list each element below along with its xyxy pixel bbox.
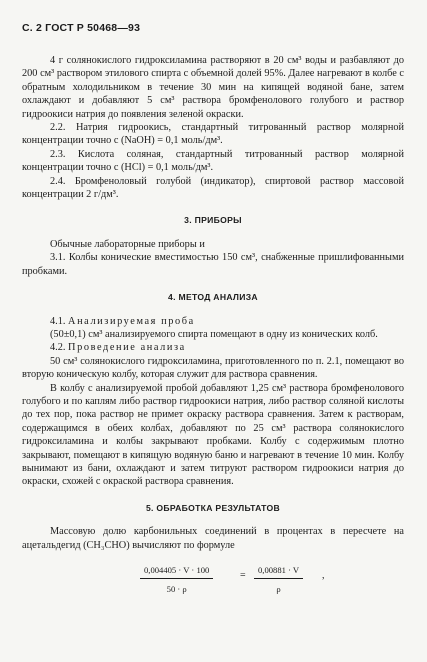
formula-denominator-2: ρ: [276, 584, 281, 595]
formula-comma: ,: [322, 570, 325, 581]
section-5-heading: 5. ОБРАБОТКА РЕЗУЛЬТАТОВ: [145, 502, 281, 513]
paragraph-5-body: Массовую долю карбонильных соединений в процентах в пересчете на ацетальдегид (CH₃CHO) вычисляют по формуле: [22, 526, 404, 551]
formula-numerator-2: 0,00881 · V: [254, 564, 303, 579]
paragraph-4-1-title-text: Анализируемая проба: [68, 315, 195, 327]
formula: [22, 564, 404, 608]
paragraph-4-2-title: [22, 341, 404, 354]
paragraph-4-2-body-1: 50 см³ солянокислого гидроксиламина, приготовленного по п. 2.1, помещают во вторую коническую колбу, которая служит для раствора сравнения.: [22, 355, 404, 381]
paragraph-2-4: 2.4. Бромфеноловый голубой (индикатор), спиртовой раствор массовой концентрации 2 г/дм³.: [22, 175, 404, 201]
section-4-heading: 4. МЕТОД АНАЛИЗА: [168, 292, 258, 303]
formula-fraction-1: [140, 564, 213, 597]
page-header: С. 2 ГОСТ Р 50468—93: [22, 22, 141, 34]
paragraph-2-2: 2.2. Натрия гидроокись, стандартный титрованный раствор молярной концентрации точно с (NaOH) = 0,1 моль/дм³.: [22, 122, 404, 147]
formula-equals: =: [240, 570, 246, 581]
formula-fraction-2: [254, 564, 303, 597]
paragraph-4-1-body: (50±0,1) см³ анализируемого спирта помещают в одну из конических колб.: [50, 328, 378, 340]
section-3-heading: 3. ПРИБОРЫ: [184, 215, 242, 226]
paragraph-2-1-body: 4 г солянокислого гидроксиламина растворяют в 20 см³ воды и разбавляют до 200 см³ раствором этилового спирта с объемной долей 95%. Далее нагревают в колбе с обратным холодильником в течение 30 мин на кипящей водяной бане, затем охлаждают и добавляют 5 см³ раствора бромфенолового голубого и раствор гидроокиси натрия до появления зеленой окраски.: [22, 55, 404, 120]
formula-numerator-1: 0,004405 · V · 100: [140, 564, 213, 579]
paragraph-4-2-body-2: В колбу с анализируемой пробой добавляют 1,25 см³ раствора бромфенолового голубого и по каплям либо раствор гидроокиси натрия, либо раствор соляной кислоты до тех пор, пока раствор не примет окраску раствора сравнения. Затем к растворам, содержащимся в обеих колбах, добавляют по 25 см³ раствора солянокислого гидроксиламина и колбы закрывают пробками. Колбу с содержимым плотно закрывают, помещают в кипящую водяную баню и нагревают в течение 10 мин. Колбу вынимают из бани, охлаждают и затем титруют раствором гидроокиси натрия до окраски, схожей с окраской раствора сравнения.: [22, 382, 404, 488]
paragraph-4-1-title: [22, 315, 404, 328]
paragraph-4-1-number: 4.1.: [50, 315, 66, 327]
paragraph-2-3: 2.3. Кислота соляная, стандартный титрованный раствор молярной концентрации точно с (HCl) = 0,1 моль/дм³.: [22, 148, 404, 174]
document-body: [22, 54, 404, 608]
paragraph-3-intro: Обычные лабораторные приборы и: [50, 238, 205, 250]
formula-denominator-1: 50 · ρ: [166, 584, 187, 595]
paragraph-4-2-title-text: Проведение анализа: [68, 342, 186, 354]
paragraph-4-2-number: 4.2.: [50, 342, 66, 354]
paragraph-3-1: 3.1. Колбы конические вместимостью 150 см³, снабженные пришлифованными пробками.: [22, 252, 404, 277]
